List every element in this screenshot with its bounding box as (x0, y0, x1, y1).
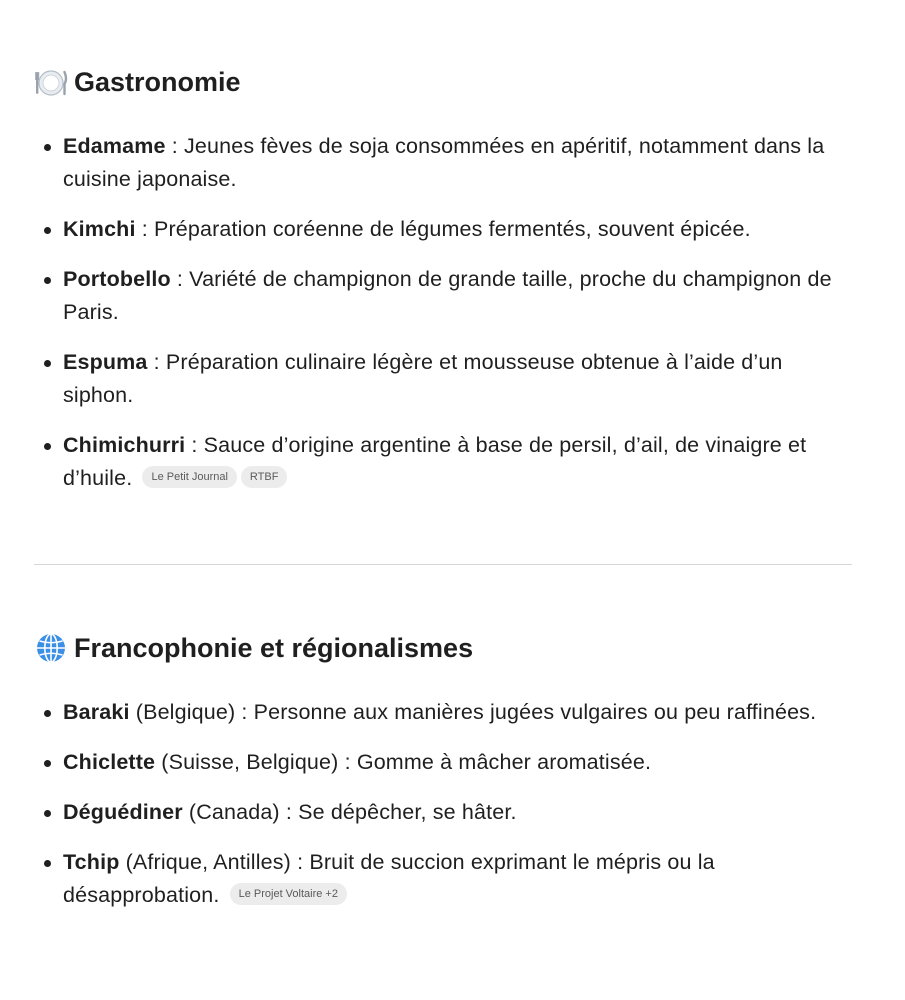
definition: (Canada) : Se dépêcher, se hâter. (182, 800, 517, 824)
definition: (Suisse, Belgique) : Gomme à mâcher aromatisée. (155, 750, 652, 774)
definition: : Préparation culinaire légère et mousseuse obtenue à l’aide d’un siphon. (63, 350, 783, 407)
term: Chimichurri (63, 433, 186, 457)
term: Déguédiner (63, 800, 183, 824)
plate-cutlery-icon (34, 65, 68, 99)
section-title: Gastronomie (74, 66, 241, 97)
term: Edamame (63, 134, 166, 158)
definition: (Afrique, Antilles) : Bruit de succion exprimant le mépris ou la désapprobation. (63, 850, 715, 907)
section-heading (34, 628, 854, 668)
definition: : Préparation coréenne de légumes fermentés, souvent épicée. (135, 217, 751, 241)
list-item (34, 263, 854, 329)
term: Espuma (63, 350, 148, 374)
term-list (34, 696, 854, 912)
source-badge[interactable]: Le Projet Voltaire +2 (230, 883, 347, 905)
term: Baraki (63, 700, 130, 724)
term: Tchip (63, 850, 120, 874)
term-list (34, 130, 854, 495)
term: Chiclette (63, 750, 156, 774)
list-item (34, 796, 854, 829)
source-badge[interactable]: RTBF (241, 466, 288, 488)
definition: (Belgique) : Personne aux manières jugées vulgaires ou peu raffinées. (129, 700, 817, 724)
source-badge[interactable]: Le Petit Journal (142, 466, 236, 488)
definition: : Variété de champignon de grande taille, proche du champignon de Paris. (63, 267, 832, 324)
list-item (34, 429, 854, 495)
section-title: Francophonie et régionalismes (74, 632, 474, 663)
section-gastronomie (34, 62, 854, 512)
term: Kimchi (63, 217, 136, 241)
list-item (34, 846, 854, 912)
section-divider (34, 564, 852, 565)
section-francophonie (34, 628, 854, 929)
term: Portobello (63, 267, 171, 291)
definition: : Sauce d’origine argentine à base de persil, d’ail, de vinaigre et d’huile. (63, 433, 807, 490)
list-item (34, 130, 854, 196)
section-heading (34, 62, 854, 102)
list-item (34, 213, 854, 246)
list-item (34, 696, 854, 729)
list-item (34, 346, 854, 412)
list-item (34, 746, 854, 779)
globe-icon (34, 631, 68, 665)
definition: : Jeunes fèves de soja consommées en apéritif, notamment dans la cuisine japonaise. (63, 134, 825, 191)
